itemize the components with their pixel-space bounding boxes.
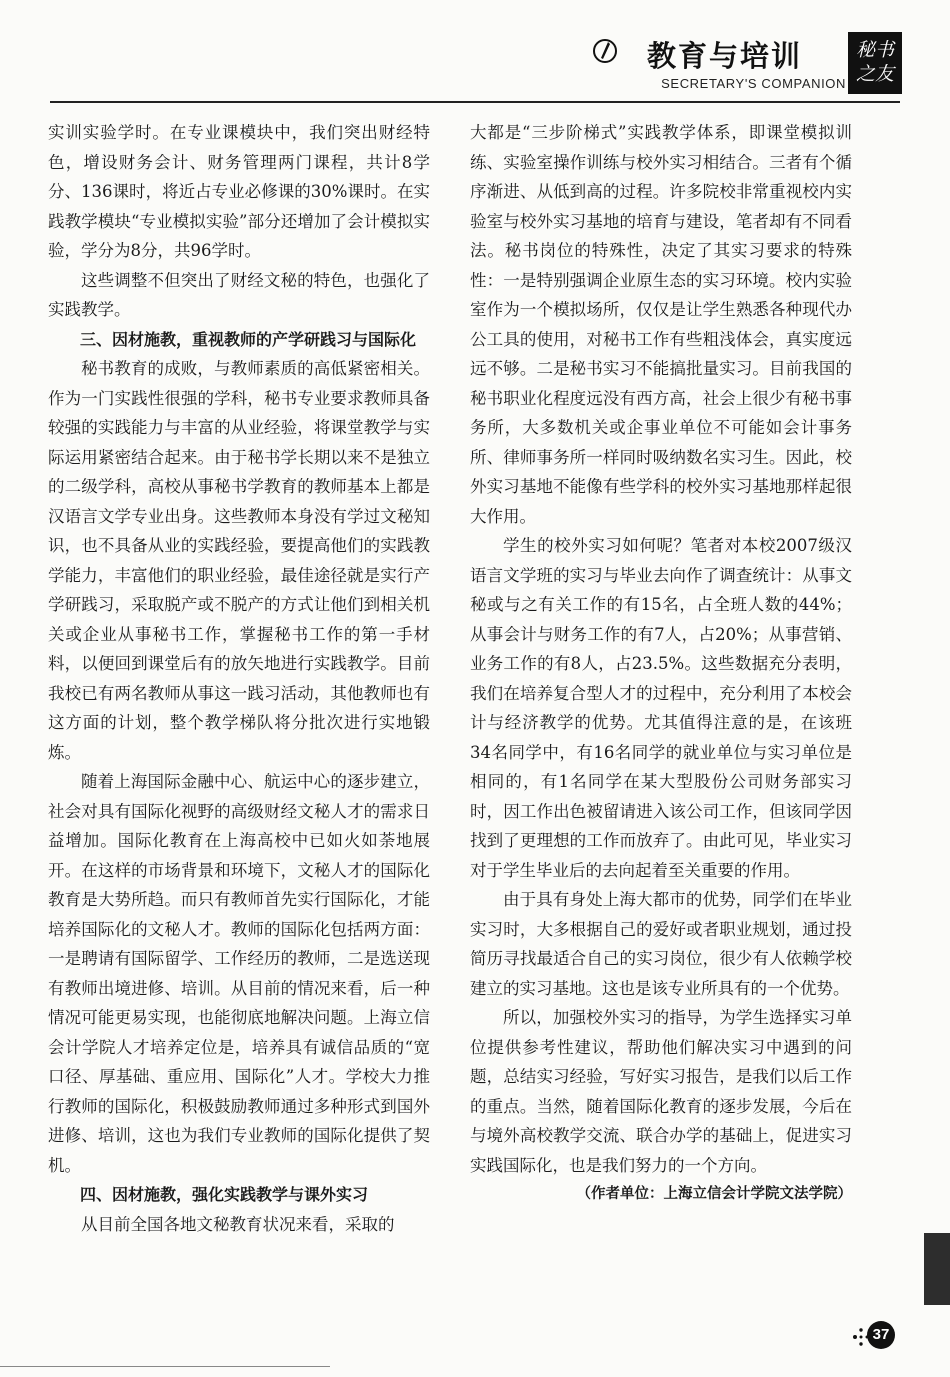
section-heading: 四、因材施教，强化实践教学与课外实习 [80,1185,369,1204]
brand-line-1: 秘书 [855,39,894,61]
right-column [470,118,852,1210]
header-rule [50,101,900,103]
body-paragraph: 实训实验学时。在专业课模块中，我们突出财经特色，增设财务会计、财务管理两门课程，共计8学分、136课时，将近占专业必修课的30%课时。在实践教学模块“专业模拟实验”部分还增加了会计模拟实验，学分为8分，共96学时。 [48,123,430,260]
body-paragraph: 随着上海国际金融中心、航运中心的逐步建立，社会对具有国际化视野的高级财经文秘人才的需求日益增加。国际化教育在上海高校中已如火如荼地展开。在这样的市场背景和环境下，文秘人才的国际化教育是大势所趋。而只有教师首先实行国际化，才能培养国际化的文秘人才。教师的国际化包括两方面：一是聘请有国际留学、工作经历的教师，二是选送现有教师出境进修、培训。从目前的情况来看，后一种情况可能更易实现，也能彻底地解决问题。上海立信会计学院人才培养定位是，培养具有诚信品质的“宽口径、厚基础、重应用、国际化”人才。学校大力推行教师的国际化，积极鼓励教师通过多种形式到国外进修、培训，这也为我们专业教师的国际化提供了契机。 [48,772,430,1175]
author-affiliation: （作者单位：上海立信会计学院文法学院） [576,1186,852,1202]
quill-logo-icon [592,36,618,64]
magazine-subtitle: SECRETARY'S COMPANION [661,76,846,91]
page-header [422,28,902,98]
body-paragraph: 由于具有身处上海大都市的优势，同学们在毕业实习时，大多根据自己的爱好或者职业规划，通过投简历寻找最适合自己的实习岗位，很少有人依赖学校建立的实习基地。这也是该专业所具有的一个优势。 [470,890,852,998]
section-title: 教育与培训 [646,39,802,73]
body-paragraph: 这些调整不但突出了财经文秘的特色，也强化了实践教学。 [48,270,430,319]
page-number-value: 37 [867,1321,895,1349]
scan-edge-line [0,1366,330,1367]
body-paragraph: 所以，加强校外实习的指导，为学生选择实习单位提供参考性建议，帮助他们解决实习中遇到的问题，总结实习经验，写好实习报告，是我们以后工作的重点。当然，随着国际化教育的逐步发展，今后在与境外高校教学交流、联合办学的基础上，促进实习实践国际化，也是我们努力的一个方向。 [470,1008,852,1175]
body-paragraph: 秘书教育的成败，与教师素质的高低紧密相关。作为一门实践性很强的学科，秘书专业要求教师具备较强的实践能力与丰富的从业经验，将课堂教学与实际运用紧密结合起来。由于秘书学长期以来不是独立的二级学科，高校从事秘书学教育的教师基本上都是汉语言文学专业出身。这些教师本身没有学过文秘知识，也不具备从业的实践经验，要提高他们的实践教学能力，丰富他们的职业经验，最佳途径就是实行产学研践习，采取脱产或不脱产的方式让他们到相关机关或企业从事秘书工作，掌握秘书工作的第一手材料，以便回到课堂后有的放矢地进行实践教学。目前我校已有两名教师从事这一践习活动，其他教师也有这方面的计划，整个教学梯队将分批次进行实地锻炼。 [48,359,430,762]
page-number [851,1320,895,1354]
brand-logo [848,32,902,94]
edge-tab-marker [924,1233,950,1305]
brand-line-2: 之友 [855,63,894,85]
body-paragraph: 学生的校外实习如何呢？笔者对本校2007级汉语言文学班的实习与毕业去向作了调查统计：从事文秘或与之有关工作的有15名，占全班人数的44%；从事会计与财务工作的有7人，占20%；从事营销、业务工作的有8人，占23.5%。这些数据充分表明，我们在培养复合型人才的过程中，充分利用了本校会计与经济教学的优势。尤其值得注意的是，在该班34名同学中，有16名同学的就业单位与实习单位是相同的，有1名同学在某大型股份公司财务部实习时，因工作出色被留请进入该公司工作，但该同学因找到了更理想的工作而放弃了。由此可见，毕业实习对于学生毕业后的去向起着至关重要的作用。 [470,536,852,880]
body-paragraph: 从目前全国各地文秘教育状况来看，采取的 [81,1214,395,1234]
body-paragraph: 大都是“三步阶梯式”实践教学体系，即课堂模拟训练、实验室操作训练与校外实习相结合。三者有个循序渐进、从低到高的过程。许多院校非常重视校内实验室与校外实习基地的培育与建设，笔者却有不同看法。秘书岗位的特殊性，决定了其实习要求的特殊性：一是特别强调企业原生态的实习环境。校内实验室作为一个模拟场所，仅仅是让学生熟悉各种现代办公工具的使用，对秘书工作有些粗浅体会，真实度远远不够。二是秘书实习不能搞批量实习。目前我国的秘书职业化程度远没有西方高，社会上很少有秘书事务所，大多数机关或企事业单位不可能如会计事务所、律师事务所一样同时吸纳数名实习生。因此，校外实习基地不能像有些学科的校外实习基地那样起很大作用。 [470,123,852,526]
left-column [48,118,430,1239]
section-heading: 三、因材施教，重视教师的产学研践习与国际化 [80,329,417,349]
